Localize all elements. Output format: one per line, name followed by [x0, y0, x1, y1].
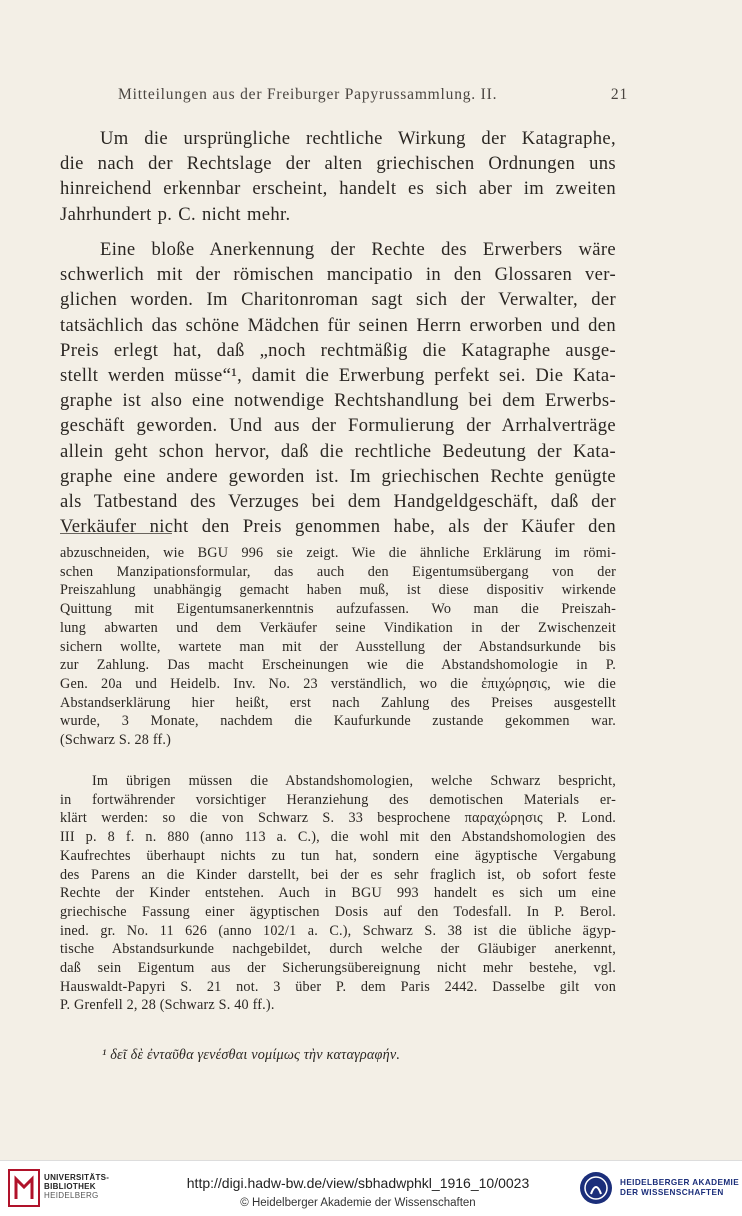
note-line: klärt werden: so die von Schwarz S. 33 besprochene παραχώρησις P. Lond.	[60, 810, 616, 827]
note-line: tische Abstandsurkunde nachgebildet, durch welche der Gläubiger anerkennt,	[60, 941, 616, 958]
text-line: hinreichend erkennbar erscheint, handelt es sich aber im zweiten	[60, 178, 616, 200]
library-line: BIBLIOTHEK	[44, 1182, 96, 1191]
note-line: abzuschneiden, wie BGU 996 sie zeigt. Wie die ähnliche Erklärung im römi-	[60, 545, 616, 561]
note-line: sichern wollte, wartete man mit der Ausstellung der Abstandsurkunde bis	[60, 638, 616, 655]
text-line: allein geht schon hervor, daß die rechtliche Bedeutung der Kata-	[60, 440, 616, 462]
note-continuation	[60, 544, 616, 750]
text-line: graphe ist also eine notwendige Rechtshandlung bei dem Erwerbs-	[60, 390, 616, 412]
text-line: Eine bloße Anerkennung der Rechte des Erwerbers wäre	[100, 239, 616, 260]
page-number: 21	[610, 86, 628, 103]
note-line: Kaufrechtes überhaupt nichts zu tun hat, sondern eine ägyptische Vergabung	[60, 847, 616, 864]
library-line: UNIVERSITÄTS-	[44, 1173, 110, 1182]
note-line: Im übrigen müssen die Abstandshomologien, welche Schwarz bespricht,	[92, 773, 616, 789]
academy-seal-icon[interactable]	[578, 1170, 614, 1206]
note-line: daß sein Eigentum aus der Sicherungsübereignung nicht mehr bestehe, vgl.	[60, 960, 616, 977]
paragraph-1	[60, 126, 616, 227]
text-line: glichen worden. Im Charitonroman sagt sich der Verwalter, der	[60, 289, 616, 311]
note-line: Preiszahlung unabhängig gemacht haben muß, ist diese dispositiv wirkende	[60, 582, 616, 599]
note-line: III p. 8 f. n. 880 (anno 113 a. C.), die wohl mit den Abstandshomologien des	[60, 829, 616, 846]
note-line: schen Manzipationsformular, das auch den Eigentumsübergang von der	[60, 563, 616, 580]
text-line: stellt werden müsse“¹, damit die Erwerbung perfekt sei. Die Kata-	[60, 365, 616, 387]
academy-line: DER WISSENSCHAFTEN	[620, 1188, 724, 1197]
library-line: HEIDELBERG	[44, 1191, 99, 1200]
university-library-name[interactable]	[44, 1173, 109, 1200]
viewer-footer	[0, 1160, 742, 1216]
text-line: Verkäufer nicht den Preis genommen habe, als der Käufer den	[60, 516, 616, 538]
note-line: Quittung mit Eigentumsanerkenntnis aufzufassen. Wo man die Preiszah-	[60, 601, 616, 618]
note-line: Rechte der Kinder entstehen. Auch in BGU 993 handelt es sich um eine	[60, 885, 616, 902]
academy-name[interactable]	[620, 1178, 739, 1198]
text-line: Jahrhundert p. C. nicht mehr.	[60, 203, 291, 225]
text-line: geschäft geworden. Und aus der Formulierung der Arrhalverträge	[60, 415, 616, 437]
copyright-notice: © Heidelberger Akademie der Wissenschaften	[240, 1197, 476, 1209]
permalink-url[interactable]: http://digi.hadw-bw.de/view/sbhadwphkl_1916_10/0023	[186, 1175, 530, 1191]
text-line: schwerlich mit der römischen mancipatio in den Glossaren ver-	[60, 264, 616, 286]
text-line: Preis erlegt hat, daß „noch rechtmäßig die Katagraphe ausge-	[60, 339, 616, 361]
note-line: ined. gr. No. 11 626 (anno 102/1 a. C.), Schwarz S. 38 ist die übliche ägyp-	[60, 922, 616, 939]
note-line: Gen. 20a und Heidelb. Inv. No. 23 verständlich, wo die ἐπιχώρησις, wie die	[60, 675, 616, 692]
footnote-divider	[60, 533, 172, 534]
note-paragraph-2	[60, 772, 616, 1015]
university-library-logo-icon[interactable]	[8, 1169, 40, 1207]
note-line: lung abwarten und dem Verkäufer seine Vindikation in der Zwischenzeit	[60, 619, 616, 636]
note-line: Abstandserklärung hier heißt, erst nach Zahlung des Preises ausgestellt	[60, 694, 616, 711]
note-line: griechische Fassung einer ägyptischen Dosis auf den Todesfall. In P. Berol.	[60, 903, 616, 920]
text-line: Um die ursprüngliche rechtliche Wirkung der Katagraphe,	[100, 128, 616, 149]
note-line: (Schwarz S. 28 ff.)	[60, 732, 172, 749]
note-line: in fortwährender vorsichtiger Heranziehung des demotischen Materials er-	[60, 791, 616, 808]
text-line: die nach der Rechtslage der alten griechischen Ordnungen uns	[60, 153, 616, 175]
text-line: als Tatbestand des Verzuges bei dem Handgeldgeschäft, daß der	[60, 491, 616, 513]
paragraph-2	[60, 237, 616, 539]
footnote-1	[102, 1046, 562, 1065]
note-line: wurde, 3 Monate, nachdem die Kaufurkunde zustande gekommen war.	[60, 713, 616, 730]
note-line: zur Zahlung. Das macht Erscheinungen wie die Abstandshomologie in P.	[60, 657, 616, 674]
note-line: Hauswaldt-Papyri S. 21 not. 3 über P. dem Paris 2442. Dasselbe gilt von	[60, 978, 616, 995]
note-line: des Parens an die Kinder darstellt, bei der es sehr fraglich ist, ob sofort feste	[60, 866, 616, 883]
footnote-text: ¹ δεῖ δὲ ἐνταῦθα γενέσθαι νομίμως τὴν καταγραφήν.	[102, 1047, 401, 1063]
text-line: tatsächlich das schöne Mädchen für seinen Herrn erworben und den	[60, 314, 616, 336]
text-line: graphe eine andere geworden ist. Im griechischen Rechte genügte	[60, 465, 616, 487]
note-line: P. Grenfell 2, 28 (Schwarz S. 40 ff.).	[60, 997, 275, 1014]
running-header	[60, 86, 628, 108]
running-title: Mitteilungen aus der Freiburger Papyrussammlung. II.	[118, 86, 498, 103]
academy-line: HEIDELBERGER AKADEMIE	[620, 1178, 740, 1187]
